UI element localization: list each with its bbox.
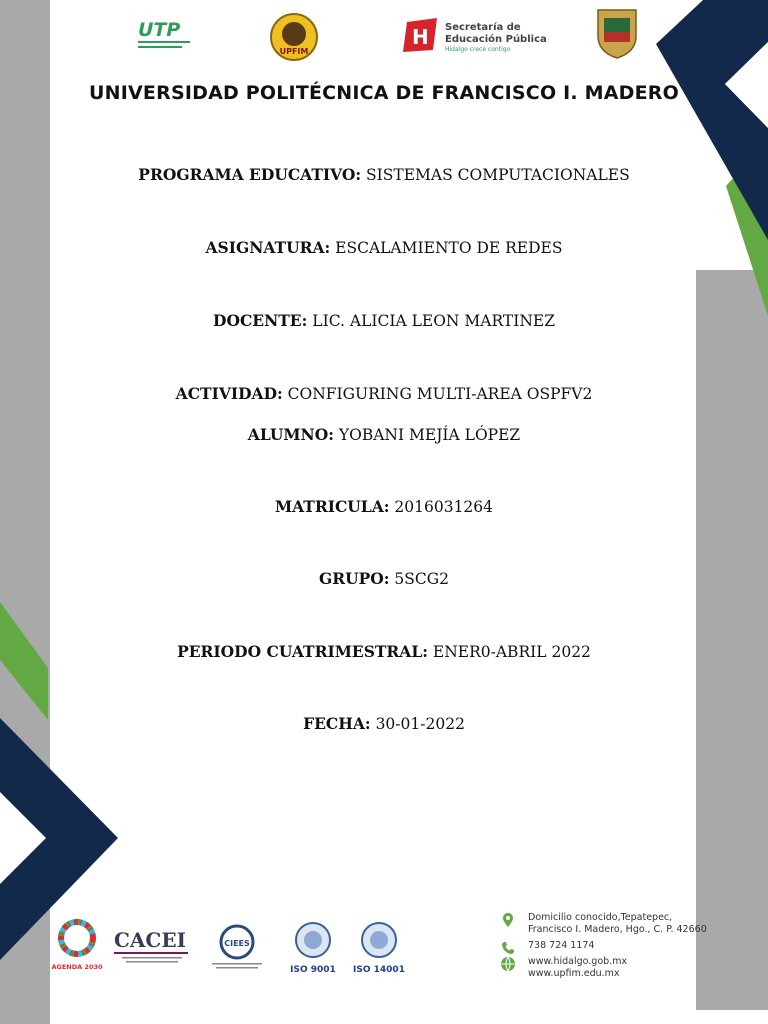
field-value: LIC. ALICIA LEON MARTINEZ bbox=[312, 312, 555, 330]
field-value: ENER0-ABRIL 2022 bbox=[432, 643, 591, 661]
phone-icon bbox=[500, 940, 516, 956]
field-label: ACTIVIDAD: bbox=[175, 384, 283, 403]
web-row bbox=[500, 956, 707, 980]
field-label: GRUPO: bbox=[318, 569, 390, 588]
field-grupo bbox=[0, 569, 768, 588]
field-fecha bbox=[0, 714, 768, 733]
address-row bbox=[500, 912, 707, 938]
field-value: SISTEMAS COMPUTACIONALES bbox=[366, 166, 630, 184]
field-label: FECHA: bbox=[303, 714, 371, 733]
phone-row bbox=[500, 940, 707, 954]
upfim-logo bbox=[268, 12, 320, 62]
field-alumno bbox=[0, 425, 768, 444]
field-value: ESCALAMIENTO DE REDES bbox=[335, 239, 563, 257]
state-coat-of-arms bbox=[594, 6, 640, 62]
upfim-logo-text: UPFIM bbox=[279, 47, 309, 56]
field-label: PROGRAMA EDUCATIVO: bbox=[138, 165, 362, 184]
agenda-text: AGENDA 2030 bbox=[51, 963, 103, 971]
contact-block bbox=[500, 912, 707, 980]
location-pin-icon bbox=[500, 912, 516, 928]
website-hidalgo[interactable]: www.hidalgo.gob.mx bbox=[528, 956, 628, 967]
university-title: UNIVERSIDAD POLITÉCNICA DE FRANCISCO I. MADERO bbox=[89, 82, 679, 104]
field-label: ALUMNO: bbox=[247, 425, 334, 444]
sep-line2: Educación Pública bbox=[445, 34, 547, 45]
iso-9001-text: ISO 9001 bbox=[290, 965, 336, 975]
bottom-left-green-chevron bbox=[0, 602, 48, 720]
website-upfim[interactable]: www.upfim.edu.mx bbox=[528, 968, 620, 979]
address-line2: Francisco I. Madero, Hgo., C. P. 42660 bbox=[528, 924, 707, 935]
top-right-navy-chevron bbox=[656, 0, 768, 240]
field-value: 2016031264 bbox=[394, 498, 494, 516]
sep-line1: Secretaría de bbox=[445, 22, 521, 33]
field-label: ASIGNATURA: bbox=[205, 238, 331, 257]
iso-9001-logo bbox=[290, 920, 336, 976]
cacei-logo bbox=[112, 925, 192, 969]
field-programa bbox=[0, 165, 768, 184]
globe-icon bbox=[500, 956, 516, 972]
sep-tagline: Hidalgo crece contigo bbox=[445, 46, 511, 53]
field-label: DOCENTE: bbox=[213, 311, 308, 330]
ciees-logo bbox=[206, 922, 268, 972]
field-matricula bbox=[0, 497, 768, 516]
field-value: YOBANI MEJÍA LÓPEZ bbox=[338, 426, 521, 444]
field-asignatura bbox=[0, 238, 768, 257]
field-label: MATRICULA: bbox=[274, 497, 390, 516]
address-line1: Domicilio conocido,Tepatepec, bbox=[528, 912, 673, 923]
iso-14001-logo bbox=[354, 920, 404, 976]
field-periodo bbox=[0, 642, 768, 661]
sep-logo bbox=[403, 18, 547, 54]
phone-number: 738 724 1174 bbox=[528, 940, 595, 951]
field-value: 30-01-2022 bbox=[375, 715, 465, 733]
iso-14001-text: ISO 14001 bbox=[353, 965, 405, 975]
svg-text:H: H bbox=[412, 25, 429, 49]
agenda-2030-logo bbox=[51, 918, 103, 974]
utp-logo-text: UTP bbox=[138, 19, 181, 41]
field-label: PERIODO CUATRIMESTRAL: bbox=[177, 642, 428, 661]
utp-logo bbox=[136, 18, 194, 54]
field-value: CONFIGURING MULTI-AREA OSPFV2 bbox=[287, 385, 593, 403]
cacei-text: CACEI bbox=[114, 928, 186, 952]
field-value: 5SCG2 bbox=[394, 570, 450, 588]
field-actividad bbox=[0, 384, 768, 403]
field-docente bbox=[0, 311, 768, 330]
ciees-text: CIEES bbox=[224, 939, 250, 948]
